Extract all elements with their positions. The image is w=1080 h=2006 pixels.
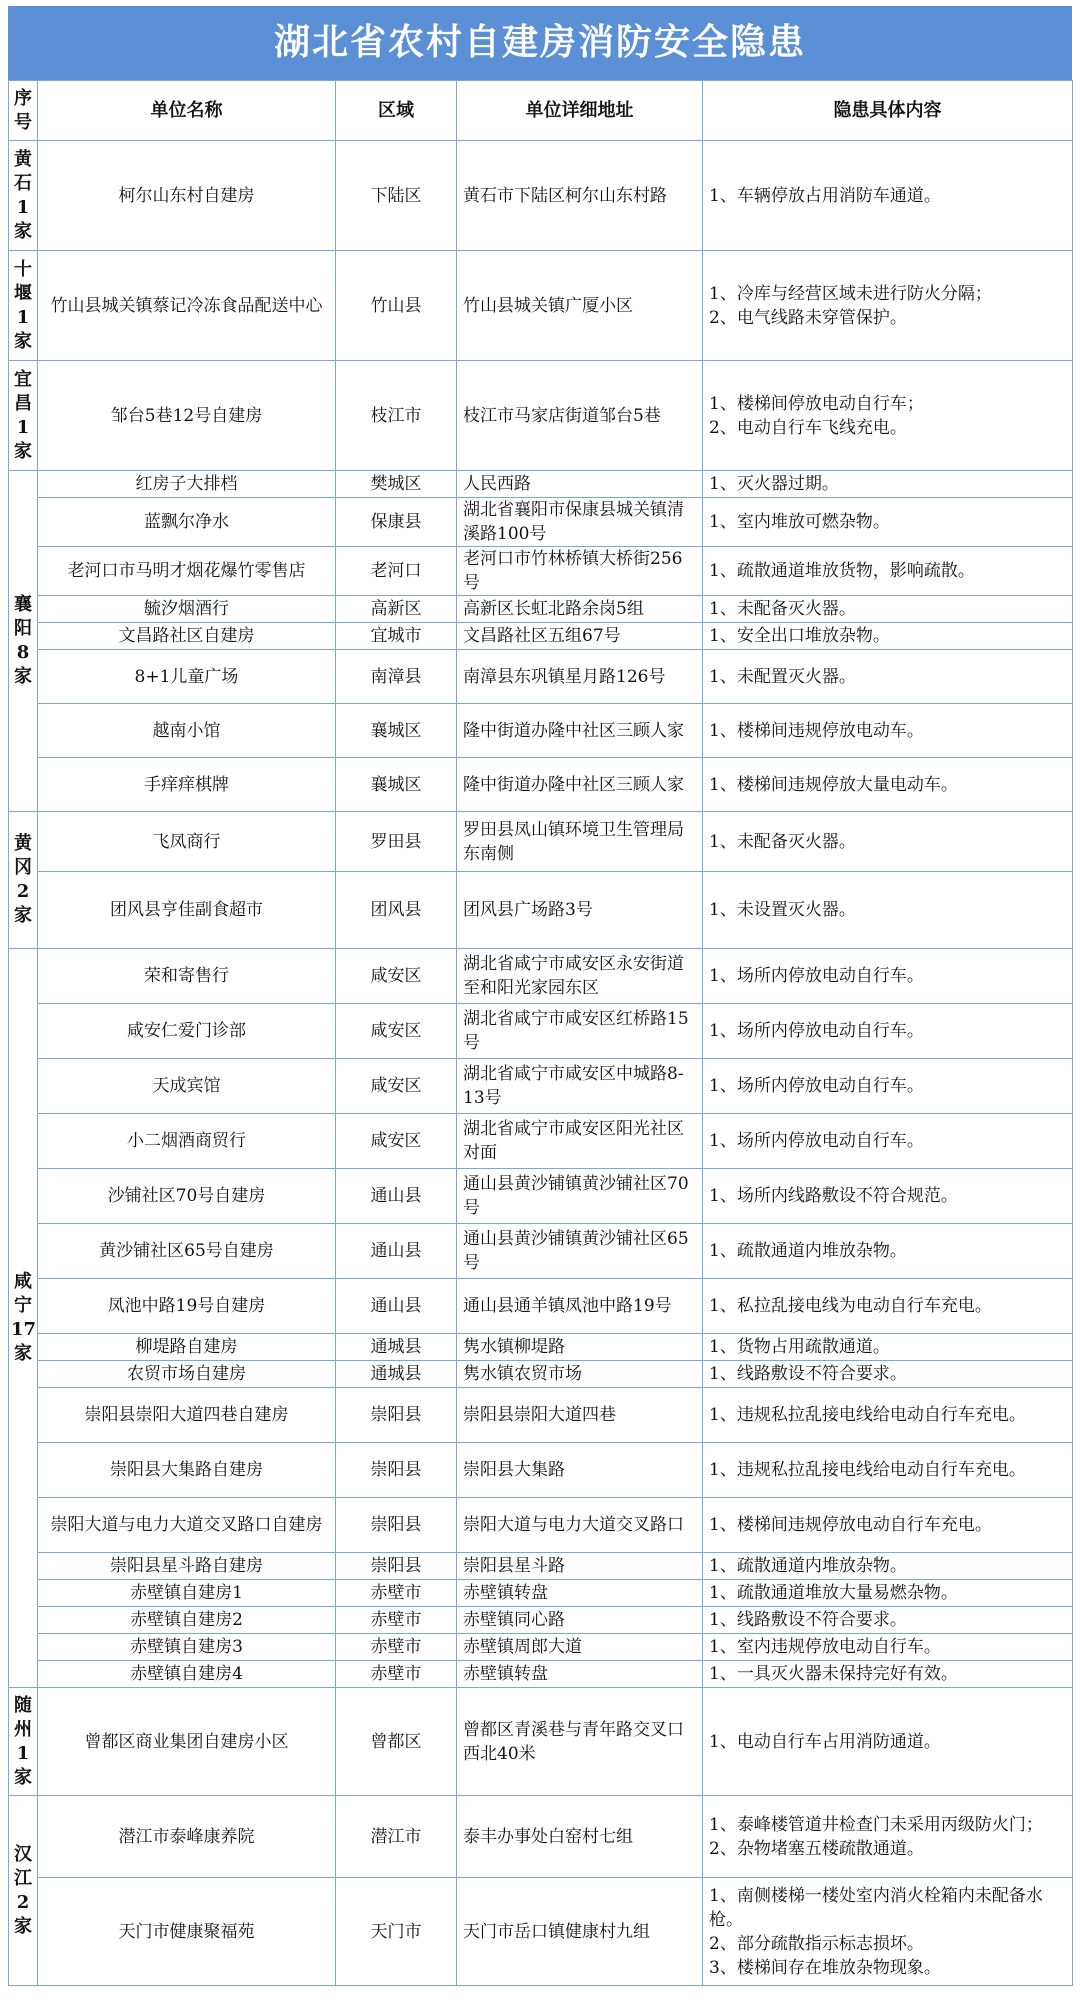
table-row [9,1224,1073,1279]
unit-area: 罗田县 [336,812,457,872]
issue-item: 1、未设置灭火器。 [709,900,856,920]
issue-item: 1、货物占用疏散通道。 [709,1337,890,1357]
unit-issues [703,1498,1073,1553]
unit-issues [703,872,1073,949]
group-label: 黄冈2家 [9,812,38,949]
unit-address: 泰丰办事处白窑村七组 [457,1796,703,1878]
unit-name: 天门市健康聚福苑 [38,1878,336,1986]
unit-address: 湖北省咸宁市咸安区红桥路15号 [457,1004,703,1059]
table-row [9,1634,1073,1661]
unit-name: 越南小馆 [38,704,336,758]
table-row [9,1796,1073,1878]
unit-issues [703,949,1073,1004]
issue-item: 2、电气线路未穿管保护。 [709,307,907,328]
unit-area: 通山县 [336,1224,457,1279]
unit-address: 赤壁镇同心路 [457,1607,703,1634]
unit-issues [703,1688,1073,1796]
issue-item: 1、楼梯间违规停放电动自行车充电。 [709,1515,992,1535]
issue-item: 1、场所内停放电动自行车。 [709,1021,924,1041]
issue-item: 1、疏散通道内堆放杂物。 [709,1556,907,1576]
unit-address: 赤壁镇转盘 [457,1661,703,1688]
issue-item: 1、违规私拉乱接电线给电动自行车充电。 [709,1460,1026,1480]
table-row [9,596,1073,623]
table-row [9,1661,1073,1688]
unit-area: 咸安区 [336,1059,457,1114]
table-row [9,1361,1073,1388]
unit-address: 隆中街道办隆中社区三顾人家 [457,704,703,758]
issue-item: 1、车辆停放占用消防车通道。 [709,185,941,206]
unit-area: 老河口 [336,547,457,596]
table-row [9,1688,1073,1796]
issue-item: 1、未配置灭火器。 [709,666,856,687]
issue-item: 1、泰峰楼管道井检查门未采用丙级防火门； [709,1814,1043,1835]
unit-issues [703,1279,1073,1334]
header-seq: 序号 [9,81,38,141]
unit-address: 老河口市竹林桥镇大桥街256号 [457,547,703,596]
unit-area: 崇阳县 [336,1388,457,1443]
table-row [9,758,1073,812]
unit-area: 竹山县 [336,251,457,361]
unit-issues [703,498,1073,547]
unit-area: 赤壁市 [336,1580,457,1607]
issue-item: 1、电动自行车占用消防通道。 [709,1731,941,1752]
unit-address: 湖北省咸宁市咸安区永安街道至和阳光家园东区 [457,949,703,1004]
unit-name: 团风县亨佳副食超市 [38,872,336,949]
unit-address: 天门市岳口镇健康村九组 [457,1878,703,1986]
table-header-row [9,81,1073,141]
unit-area: 通城县 [336,1361,457,1388]
issue-item: 1、场所内停放电动自行车。 [709,1131,924,1151]
unit-address: 通山县黄沙铺镇黄沙铺社区65号 [457,1224,703,1279]
unit-name: 飞凤商行 [38,812,336,872]
issue-item: 2、部分疏散指示标志损坏。 [709,1933,924,1954]
unit-address: 湖北省咸宁市咸安区中城路8-13号 [457,1059,703,1114]
issue-item: 1、一具灭火器未保持完好有效。 [709,1664,958,1684]
unit-area: 保康县 [336,498,457,547]
unit-name: 崇阳大道与电力大道交叉路口自建房 [38,1498,336,1553]
unit-name: 赤壁镇自建房2 [38,1607,336,1634]
table-row [9,1169,1073,1224]
unit-name: 小二烟酒商贸行 [38,1114,336,1169]
unit-address: 隽水镇农贸市场 [457,1361,703,1388]
unit-address: 崇阳县大集路 [457,1443,703,1498]
unit-area: 通城县 [336,1334,457,1361]
table-row [9,1553,1073,1580]
unit-area: 咸安区 [336,1114,457,1169]
unit-issues [703,1634,1073,1661]
unit-area: 襄城区 [336,758,457,812]
issue-item: 1、私拉乱接电线为电动自行车充电。 [709,1296,992,1316]
table-row [9,704,1073,758]
issue-item: 1、冷库与经营区域未进行防火分隔； [709,283,992,304]
unit-area: 潜江市 [336,1796,457,1878]
page-title: 湖北省农村自建房消防安全隐患 [8,6,1072,80]
unit-address: 枝江市马家店街道邹台5巷 [457,361,703,471]
unit-name: 崇阳县崇阳大道四巷自建房 [38,1388,336,1443]
issue-item: 1、安全出口堆放杂物。 [709,626,890,646]
unit-issues [703,650,1073,704]
table-row [9,1059,1073,1114]
unit-address: 赤壁镇转盘 [457,1580,703,1607]
unit-issues [703,1388,1073,1443]
issue-item: 1、楼梯间违规停放电动车。 [709,720,924,741]
issue-item: 1、疏散通道内堆放杂物。 [709,1241,907,1261]
group-label: 汉江2家 [9,1796,38,1986]
unit-issues [703,1580,1073,1607]
table-row [9,1580,1073,1607]
table-row [9,251,1073,361]
issue-item: 1、线路敷设不符合要求。 [709,1364,907,1384]
issue-item: 1、场所内停放电动自行车。 [709,966,924,986]
unit-area: 赤壁市 [336,1607,457,1634]
issue-item: 1、南侧楼梯一楼处室内消火栓箱内未配备水枪。 [709,1885,1043,1930]
issue-item: 1、场所内停放电动自行车。 [709,1076,924,1096]
unit-issues [703,1607,1073,1634]
unit-issues [703,758,1073,812]
unit-name: 柯尔山东村自建房 [38,141,336,251]
unit-name: 黄沙铺社区65号自建房 [38,1224,336,1279]
unit-area: 枝江市 [336,361,457,471]
unit-area: 崇阳县 [336,1553,457,1580]
unit-area: 赤壁市 [336,1634,457,1661]
unit-address: 黄石市下陆区柯尔山东村路 [457,141,703,251]
unit-name: 红房子大排档 [38,471,336,498]
unit-area: 南漳县 [336,650,457,704]
unit-name: 柳堤路自建房 [38,1334,336,1361]
unit-issues [703,1004,1073,1059]
header-address: 单位详细地址 [457,81,703,141]
unit-issues [703,361,1073,471]
issue-item: 1、线路敷设不符合要求。 [709,1610,907,1630]
issue-item: 1、楼梯间停放电动自行车； [709,393,924,414]
unit-issues [703,251,1073,361]
unit-address: 隆中街道办隆中社区三顾人家 [457,758,703,812]
table-row [9,471,1073,498]
unit-issues [703,471,1073,498]
unit-issues [703,1361,1073,1388]
unit-address: 崇阳县星斗路 [457,1553,703,1580]
group-label: 咸宁17家 [9,949,38,1688]
issue-item: 1、楼梯间违规停放大量电动车。 [709,774,958,795]
unit-issues [703,1796,1073,1878]
group-label: 随州1家 [9,1688,38,1796]
table-row [9,1498,1073,1553]
unit-area: 通山县 [336,1279,457,1334]
issue-item: 2、杂物堵塞五楼疏散通道。 [709,1838,924,1859]
unit-address: 曾都区青溪巷与青年路交叉口西北40米 [457,1688,703,1796]
table-row [9,1114,1073,1169]
unit-name: 赤壁镇自建房4 [38,1661,336,1688]
unit-name: 崇阳县星斗路自建房 [38,1553,336,1580]
unit-issues [703,1334,1073,1361]
unit-issues [703,704,1073,758]
table-row [9,1004,1073,1059]
unit-issues [703,1661,1073,1688]
unit-issues [703,812,1073,872]
unit-area: 高新区 [336,596,457,623]
unit-issues [703,1878,1073,1986]
table-row [9,623,1073,650]
unit-issues [703,547,1073,596]
unit-issues [703,1443,1073,1498]
unit-issues [703,596,1073,623]
table-row [9,1388,1073,1443]
unit-name: 赤壁镇自建房1 [38,1580,336,1607]
group-label: 十堰1家 [9,251,38,361]
table-row [9,547,1073,596]
unit-name: 老河口市马明才烟花爆竹零售店 [38,547,336,596]
unit-issues [703,141,1073,251]
table-row [9,498,1073,547]
header-name: 单位名称 [38,81,336,141]
table-row [9,361,1073,471]
issue-item: 2、电动自行车飞线充电。 [709,417,907,438]
unit-name: 凤池中路19号自建房 [38,1279,336,1334]
group-label: 襄阳8家 [9,471,38,812]
unit-address: 团风县广场路3号 [457,872,703,949]
unit-issues [703,1059,1073,1114]
unit-address: 湖北省咸宁市咸安区阳光社区对面 [457,1114,703,1169]
unit-area: 下陆区 [336,141,457,251]
table-row [9,872,1073,949]
table-row [9,650,1073,704]
issue-item: 1、灭火器过期。 [709,474,839,494]
table-row [9,1334,1073,1361]
unit-address: 罗田县凤山镇环境卫生管理局东南侧 [457,812,703,872]
unit-name: 荣和寄售行 [38,949,336,1004]
issue-item: 1、疏散通道堆放大量易燃杂物。 [709,1583,958,1603]
header-area: 区域 [336,81,457,141]
unit-issues [703,1553,1073,1580]
unit-name: 天成宾馆 [38,1059,336,1114]
unit-name: 潜江市泰峰康养院 [38,1796,336,1878]
unit-area: 咸安区 [336,1004,457,1059]
unit-name: 赤壁镇自建房3 [38,1634,336,1661]
unit-name: 邹台5巷12号自建房 [38,361,336,471]
table-row [9,812,1073,872]
unit-area: 曾都区 [336,1688,457,1796]
unit-name: 蓝飘尔净水 [38,498,336,547]
group-label: 宜昌1家 [9,361,38,471]
unit-address: 通山县黄沙铺镇黄沙铺社区70号 [457,1169,703,1224]
unit-name: 竹山县城关镇蔡记冷冻食品配送中心 [38,251,336,361]
table-row [9,141,1073,251]
issue-item: 1、室内堆放可燃杂物。 [709,512,890,532]
unit-address: 崇阳大道与电力大道交叉路口 [457,1498,703,1553]
unit-issues [703,1224,1073,1279]
unit-issues [703,1114,1073,1169]
unit-name: 手痒痒棋牌 [38,758,336,812]
unit-area: 崇阳县 [336,1443,457,1498]
issue-item: 1、疏散通道堆放货物，影响疏散。 [709,561,975,581]
issue-item: 1、违规私拉乱接电线给电动自行车充电。 [709,1405,1026,1425]
unit-address: 湖北省襄阳市保康县城关镇清溪路100号 [457,498,703,547]
unit-name: 曾都区商业集团自建房小区 [38,1688,336,1796]
issue-item: 1、室内违规停放电动自行车。 [709,1637,941,1657]
issue-item: 3、楼梯间存在堆放杂物现象。 [709,1957,941,1978]
unit-issues [703,1169,1073,1224]
unit-name: 崇阳县大集路自建房 [38,1443,336,1498]
unit-address: 通山县通羊镇凤池中路19号 [457,1279,703,1334]
issue-item: 1、未配备灭火器。 [709,831,856,852]
unit-address: 高新区长虹北路余岗5组 [457,596,703,623]
unit-area: 天门市 [336,1878,457,1986]
unit-address: 南漳县东巩镇星月路126号 [457,650,703,704]
unit-address: 文昌路社区五组67号 [457,623,703,650]
table-row [9,1443,1073,1498]
unit-address: 人民西路 [457,471,703,498]
unit-address: 竹山县城关镇广厦小区 [457,251,703,361]
issue-item: 1、未配备灭火器。 [709,599,856,619]
unit-area: 通山县 [336,1169,457,1224]
unit-name: 咸安仁爱门诊部 [38,1004,336,1059]
unit-address: 隽水镇柳堤路 [457,1334,703,1361]
unit-area: 团风县 [336,872,457,949]
issue-item: 1、场所内线路敷设不符合规范。 [709,1186,958,1206]
unit-area: 赤壁市 [336,1661,457,1688]
unit-name: 文昌路社区自建房 [38,623,336,650]
unit-area: 襄城区 [336,704,457,758]
unit-area: 崇阳县 [336,1498,457,1553]
unit-address: 赤壁镇周郎大道 [457,1634,703,1661]
table-row [9,1607,1073,1634]
table-row [9,949,1073,1004]
unit-name: 农贸市场自建房 [38,1361,336,1388]
group-label: 黄石1家 [9,141,38,251]
unit-name: 8+1儿童广场 [38,650,336,704]
unit-name: 毓汐烟酒行 [38,596,336,623]
table-row [9,1279,1073,1334]
unit-address: 崇阳县崇阳大道四巷 [457,1388,703,1443]
unit-issues [703,623,1073,650]
hazard-table [8,80,1073,1986]
table-row [9,1878,1073,1986]
unit-area: 樊城区 [336,471,457,498]
unit-area: 宜城市 [336,623,457,650]
unit-area: 咸安区 [336,949,457,1004]
unit-name: 沙铺社区70号自建房 [38,1169,336,1224]
header-issue: 隐患具体内容 [703,81,1073,141]
